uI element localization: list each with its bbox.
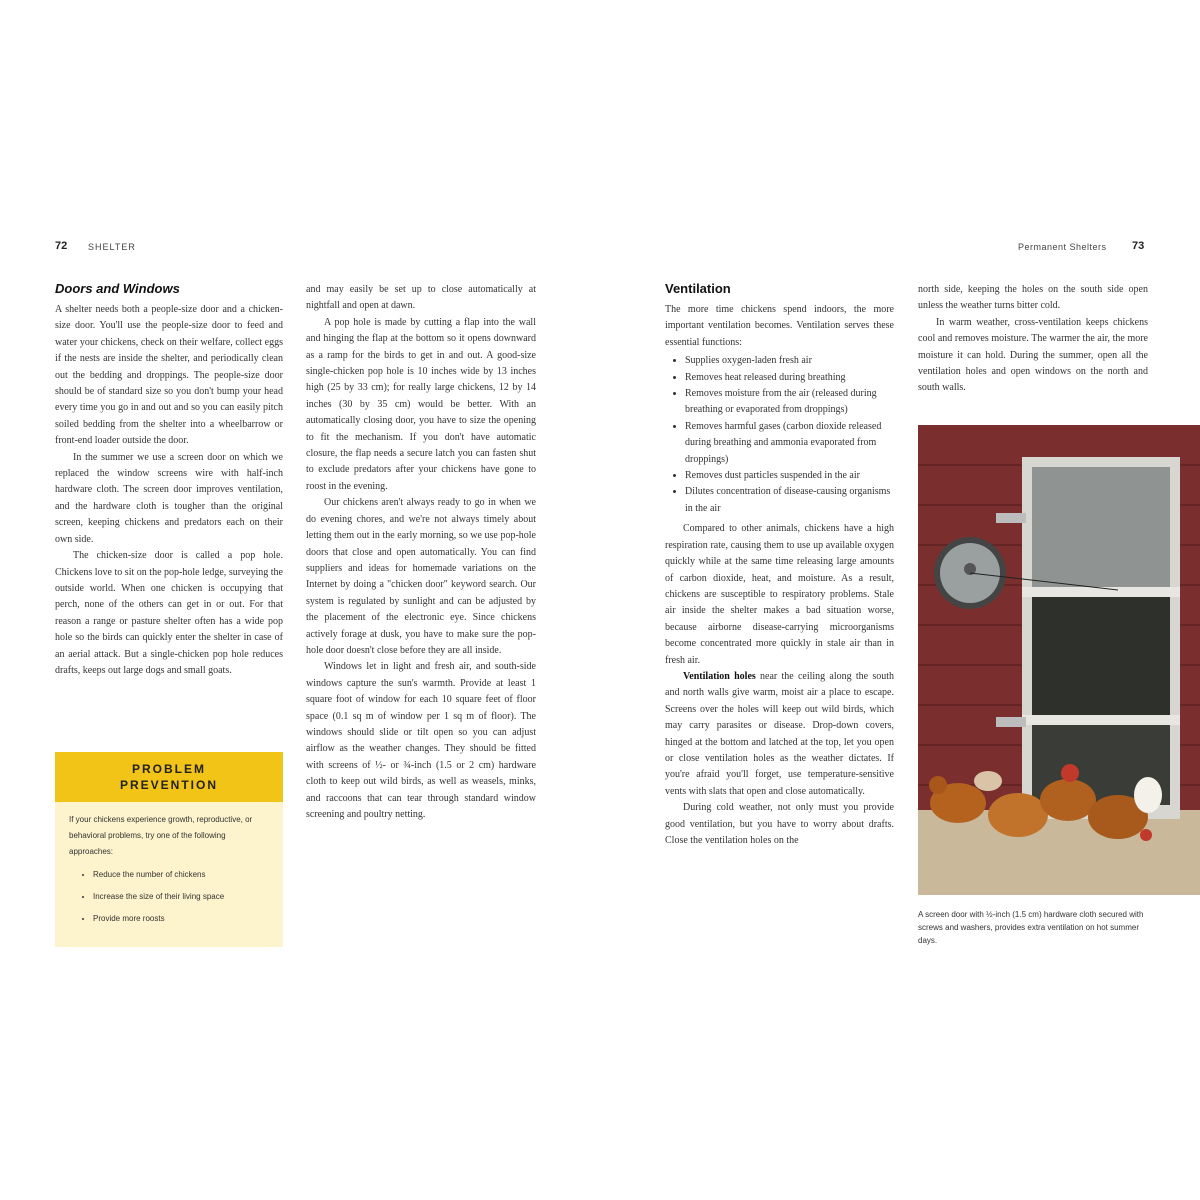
left-column-2 — [306, 282, 536, 823]
body-paragraph: A pop hole is made by cutting a flap into the wall and hinging the flap at the bottom so it opens downward as a ramp for the birds to get in and out. A good-size single-chicken pop hole is 10 inches wide by 13 inches high (25 by 33 cm); for really large chickens, 12 by 14 inches (30 by 35 cm) would be better. With an automatically closing door, you have to size the opening to fit the mechanism. If you don't have automatic closure, the flap needs a secure latch you can fasten shut to exclude predators after your chickens have gone to roost in the evening. — [306, 316, 536, 492]
sidebar-title-line2: PREVENTION — [119, 778, 218, 792]
right-column-1 — [665, 280, 894, 849]
problem-prevention-sidebar — [55, 752, 283, 947]
screen-door-chickens-photo — [918, 425, 1200, 895]
left-running-head: SHELTER — [88, 242, 136, 252]
right-running-head: Permanent Shelters — [1018, 242, 1107, 252]
body-paragraph — [665, 669, 894, 800]
sidebar-item: • Provide more roosts — [93, 908, 269, 930]
body-paragraph: The more time chickens spend indoors, the more important ventilation becomes. Ventilation serves these essential functions: — [665, 304, 894, 348]
bullet-item: • Removes dust particles suspended in the air — [685, 468, 894, 484]
body-paragraph: Windows let in light and fresh air, and south-side windows capture the sun's warmth. Provide at least 1 square foot of window for each 10 square feet of floor space (0.1 sq m of window per 1 sq m of floor). The windows should slide or tilt open so you can adjust airflow as the weather changes. They should be fitted with screens of ½- or ¾-inch (1.5 or 2 cm) hardware cloth to keep out wild birds, as well as weasels, minks, and raccoons that can tear through standard window screening and poultry netting. — [306, 661, 536, 820]
sidebar-intro: If your chickens experience growth, reproductive, or behavioral problems, try one of the following approaches: — [69, 815, 253, 856]
ventilation-holes-text: near the ceiling along the south and north walls give warm, moist air a place to escape. Screens over the holes will keep out wild birds, which may carry parasites or disease. Drop-down covers, hinged at the bottom and latched at the top, let you open or close ventilation holes as the weather dictates. If you're afraid you'll forget, use temperature-sensitive vents with slats that open and close automatically. — [665, 670, 894, 797]
sidebar-item: • Increase the size of their living space — [93, 886, 269, 908]
body-paragraph: In warm weather, cross-ventilation keeps chickens cool and removes moisture. The warmer the air, the more moisture it can hold. During the summer, open all the ventilation holes and open windows on the north and south walls. — [918, 316, 1148, 394]
body-paragraph: Compared to other animals, chickens have a high respiration rate, causing them to use up available oxygen quickly while at the same time releasing large amounts of carbon dioxide, heat, and moisture. As a result, chickens are susceptible to respiratory problems. Stale air inside the shelter makes a bad situation worse, because airborne disease-carrying microorganisms become concentrated more quickly in stale air than in fresh air. — [665, 523, 894, 666]
bullet-item: • Removes heat released during breathing — [685, 370, 894, 386]
photo-illustration — [918, 425, 1200, 895]
sidebar-item: • Reduce the number of chickens — [93, 864, 269, 886]
body-paragraph: Our chickens aren't always ready to go in when we do evening chores, and we're not always timely about letting them out in the early morning, so we use pop-hole doors that close and open automatically. You can find suppliers and ideas for homemade variations on the Internet by doing a "chicken door" keyword search. Our system is regulated by sunlight and can be adjusted by the placement of the electronic eye. Since chickens actively forage at dusk, you have to make sure the pop-hole door doesn't close before they are all inside. — [306, 497, 536, 656]
bullet-item: • Removes harmful gases (carbon dioxide released during breathing and ammonia evaporated from droppings) — [685, 419, 894, 468]
bullet-item: • Dilutes concentration of disease-causing organisms in the air — [685, 484, 894, 517]
sidebar-title — [55, 752, 283, 802]
body-paragraph: In the summer we use a screen door on which we replaced the window screens wire with half-inch hardware cloth. The screen door improves ventilation, and the hardware cloth is tougher than the original screen, keeping chickens and predators each on their own side. — [55, 451, 283, 545]
body-paragraph: and may easily be set up to close automatically at nightfall and open at dawn. — [306, 284, 536, 312]
body-paragraph: north side, keeping the holes on the south side open unless the weather turns bitter cold. — [918, 284, 1148, 312]
photo-caption: A screen door with ½-inch (1.5 cm) hardware cloth secured with screws and washers, provides extra ventilation on hot summer days. — [918, 910, 1144, 945]
doors-windows-heading: Doors and Windows — [55, 281, 180, 296]
sidebar-list — [69, 864, 269, 930]
body-paragraph: The chicken-size door is called a pop hole. Chickens love to sit on the pop-hole ledge, surveying the outside world. When one chicken is occupying that perch, none of the others can get in or out. For that reason a range or pasture shelter often has a wide pop hole so the birds can quickly enter the shelter in case of an aerial attack. But a single-chicken pop hole reduces drafts, keeps out large dogs and small goats. — [55, 550, 283, 676]
left-column-1 — [55, 280, 283, 679]
bullet-item: • Removes moisture from the air (released during breathing or evaporated from droppings) — [685, 386, 894, 419]
right-page-number: 73 — [1132, 240, 1145, 252]
right-column-2 — [918, 282, 1148, 397]
bullet-item: • Supplies oxygen-laden fresh air — [685, 353, 894, 369]
sidebar-body — [55, 802, 283, 940]
body-paragraph: During cold weather, not only must you provide good ventilation, but you have to worry about drafts. Close the ventilation holes on the — [665, 802, 894, 846]
ventilation-holes-term: Ventilation holes — [683, 670, 756, 682]
ventilation-heading: Ventilation — [665, 281, 731, 296]
ventilation-functions-list — [665, 353, 894, 517]
body-paragraph: A shelter needs both a people-size door and a chicken-size door. You'll use the people-size door to feed and water your chickens, check on their welfare, collect eggs if the nests are inside the shelter, and periodically clean out the bedding and droppings. The people-size door should be of standard size so you don't bump your head every time you go in and out and so you can easily pitch soiled bedding from the shelter into a wheelbarrow or front-end loader outside the door. — [55, 304, 283, 447]
sidebar-title-line1: PROBLEM — [132, 762, 206, 776]
left-page-number: 72 — [55, 240, 68, 252]
